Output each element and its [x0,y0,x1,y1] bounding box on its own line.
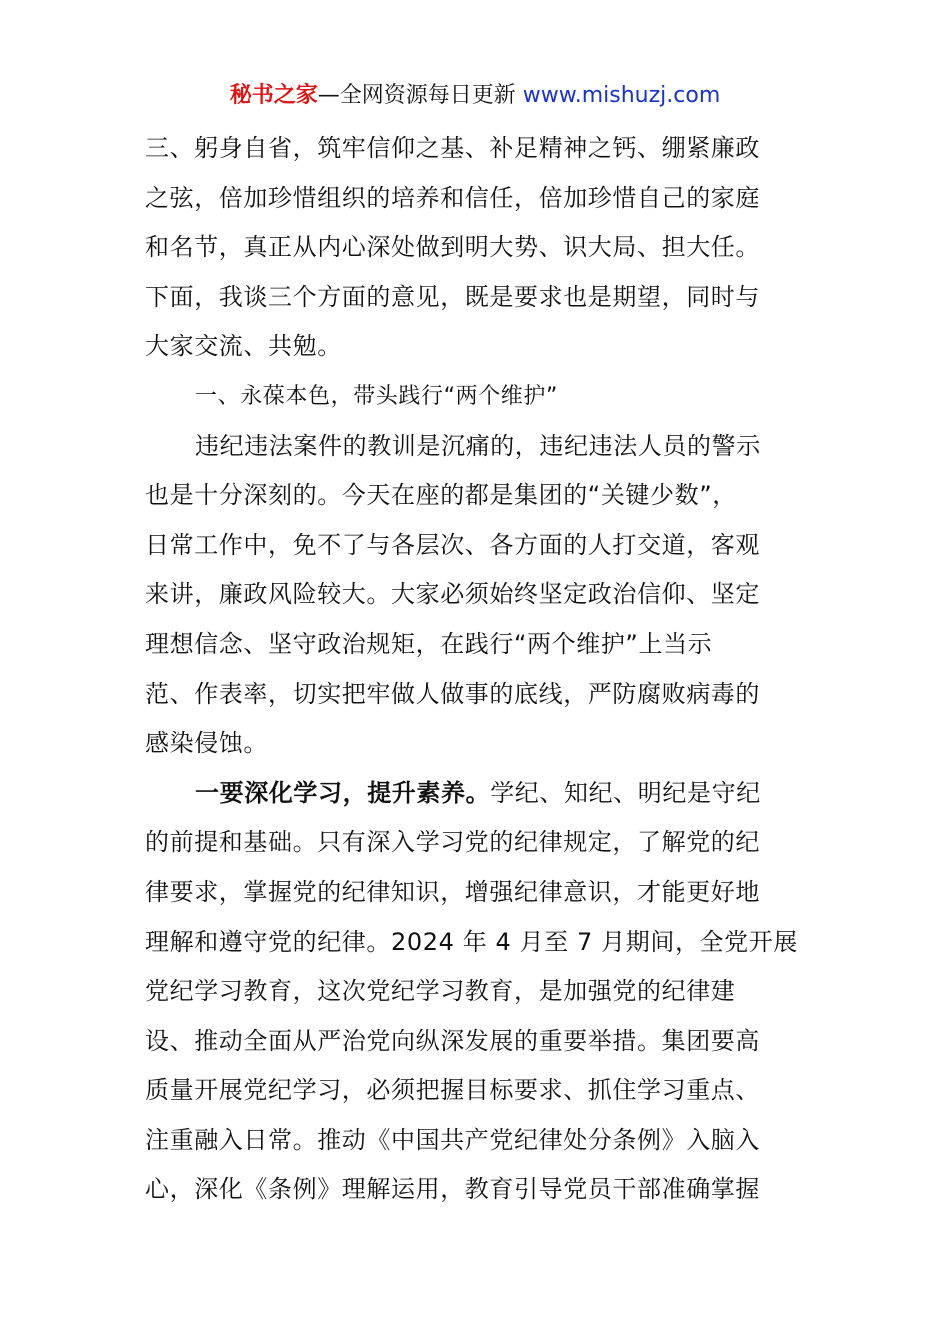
text-line: 理解和遵守党的纪律。2024 年 4 月至 7 月期间，全党开展 [145,927,798,956]
text-line: 的前提和基础。只有深入学习党的纪律规定，了解党的纪 [145,828,760,857]
text-line: 也是十分深刻的。今天在座的都是集团的“关键少数”， [145,481,737,510]
text-line: 设、推动全面从严治党向纵深发展的重要举措。集团要高 [145,1026,760,1055]
text-line: 日常工作中，免不了与各层次、各方面的人打交道，客观 [145,530,760,559]
text-line: 下面，我谈三个方面的意见，既是要求也是期望，同时与 [145,282,760,311]
bold-lead: 一要深化学习，提升素养。 [195,778,491,807]
text-line: 心，深化《条例》理解运用，教育引导党员干部准确掌握 [145,1175,760,1204]
text-line: 和名节，真正从内心深处做到明大势、识大局、担大任。 [145,233,760,262]
site-tagline: —全网资源每日更新 [317,83,523,108]
text-line: 感染侵蚀。 [145,729,268,758]
text-line: 党纪学习教育，这次党纪学习教育，是加强党的纪律建 [145,977,736,1006]
text-line [145,769,807,819]
text-line: 来讲，廉政风险较大。大家必须始终坚定政治信仰、坚定 [145,580,760,609]
site-name: 秘书之家 [229,83,318,108]
document-body [145,124,807,1215]
text-line: 注重融入日常。推动《中国共产党纪律处分条例》入脑入 [145,1125,760,1154]
text-line: 质量开展党纪学习，必须把握目标要求、抓住学习重点、 [145,1076,760,1105]
text-line: 理想信念、坚守政治规矩，在践行“两个维护”上当示 [145,629,713,658]
section-heading: 一、永葆本色，带头践行“两个维护” [195,383,558,409]
text-line: 之弦，倍加珍惜组织的培养和信任，倍加珍惜自己的家庭 [145,183,760,212]
site-url[interactable]: www.mishuzj.com [522,83,721,108]
text-line: 三、躬身自省，筑牢信仰之基、补足精神之钙、绷紧廉政 [145,134,760,162]
text-line: 大家交流、共勉。 [145,332,342,361]
site-header [0,80,950,112]
text-segment: 学纪、知纪、明纪是守纪 [490,778,761,807]
text-line: 律要求，掌握党的纪律知识，增强纪律意识，才能更好地 [145,877,760,906]
text-line: 违纪违法案件的教训是沉痛的，违纪违法人员的警示 [195,431,761,460]
text-line: 范、作表率，切实把牢做人做事的底线，严防腐败病毒的 [145,679,760,708]
